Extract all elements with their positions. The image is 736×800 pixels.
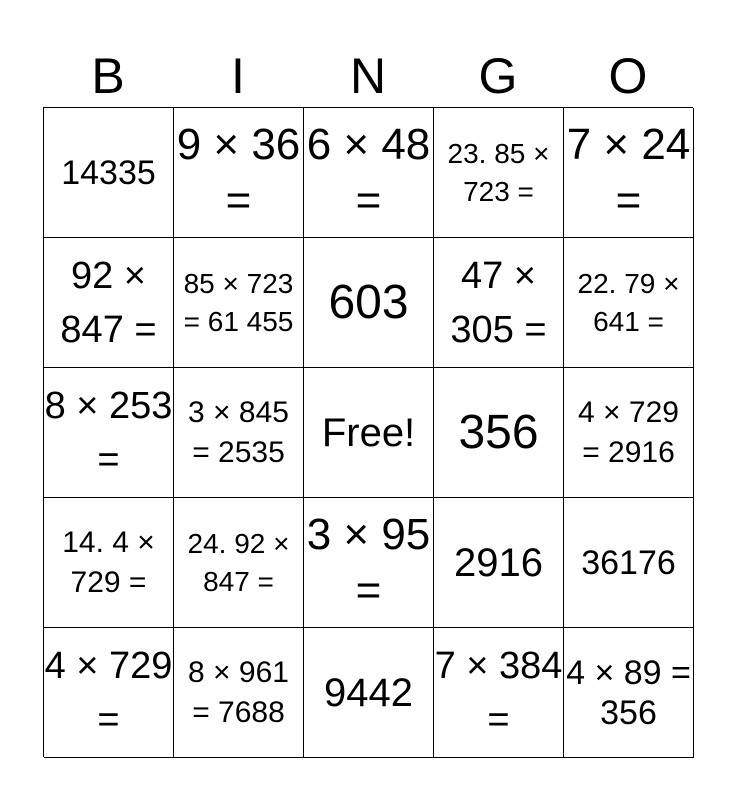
cell-text: 3 × 845 = 2535	[188, 395, 289, 469]
bingo-cell[interactable]	[44, 628, 174, 758]
bingo-cell[interactable]	[174, 238, 304, 368]
cell-text: 356	[458, 405, 539, 459]
bingo-cell[interactable]	[564, 368, 694, 498]
bingo-cell[interactable]	[44, 498, 174, 628]
cell-text: 4 × 729 = 2916	[578, 395, 679, 469]
cell-text: 4 × 89 = 356	[566, 653, 691, 732]
bingo-cell[interactable]	[434, 108, 564, 238]
cell-text: 23. 85 × 723 =	[447, 137, 550, 207]
cell-text: 14. 4 × 729 =	[62, 525, 155, 599]
bingo-cell[interactable]	[434, 368, 564, 498]
cell-text: 47 × 305 =	[450, 254, 547, 351]
bingo-cell[interactable]	[564, 628, 694, 758]
bingo-cell[interactable]	[304, 108, 434, 238]
bingo-cell[interactable]	[174, 108, 304, 238]
header-letter-b: B	[91, 48, 125, 104]
header-letter-i: I	[231, 48, 245, 104]
cell-text: 4 × 729 =	[44, 644, 173, 741]
bingo-cell[interactable]	[174, 368, 304, 498]
cell-text: 2916	[454, 540, 543, 585]
cell-text: 36176	[581, 543, 676, 582]
bingo-cell[interactable]	[304, 498, 434, 628]
bingo-cell[interactable]	[174, 498, 304, 628]
cell-text: 8 × 253 =	[44, 384, 173, 481]
header-letter-g: G	[478, 48, 518, 104]
cell-text: 22. 79 × 641 =	[577, 267, 680, 337]
bingo-cell[interactable]	[564, 238, 694, 368]
cell-text: 9442	[324, 670, 413, 715]
bingo-header	[43, 48, 693, 104]
bingo-board	[43, 107, 693, 757]
cell-text: 3 × 95 =	[306, 509, 431, 615]
cell-text: 85 × 723 = 61 455	[183, 267, 294, 337]
cell-text: 7 × 24 =	[566, 119, 691, 225]
bingo-cell[interactable]	[44, 108, 174, 238]
header-letter-o: O	[608, 48, 648, 104]
bingo-cell[interactable]	[44, 238, 174, 368]
bingo-cell[interactable]	[434, 628, 564, 758]
header-letter-n: N	[349, 48, 387, 104]
bingo-cell[interactable]	[44, 368, 174, 498]
bingo-cell[interactable]	[434, 498, 564, 628]
cell-text: 6 × 48 =	[306, 119, 431, 225]
bingo-cell[interactable]	[174, 628, 304, 758]
free-space-cell[interactable]	[304, 368, 434, 498]
bingo-cell[interactable]	[304, 628, 434, 758]
cell-text: 14335	[61, 153, 156, 192]
cell-text: 7 × 384 =	[434, 644, 563, 741]
cell-text: 8 × 961 = 7688	[188, 655, 289, 729]
bingo-cell[interactable]	[434, 238, 564, 368]
bingo-cell[interactable]	[304, 238, 434, 368]
cell-text: 9 × 36 =	[176, 119, 301, 225]
bingo-cell[interactable]	[564, 498, 694, 628]
free-space-text: Free!	[321, 410, 416, 455]
cell-text: 24. 92 × 847 =	[187, 527, 290, 597]
cell-text: 92 × 847 =	[60, 254, 157, 351]
cell-text: 603	[328, 275, 409, 329]
bingo-cell[interactable]	[564, 108, 694, 238]
